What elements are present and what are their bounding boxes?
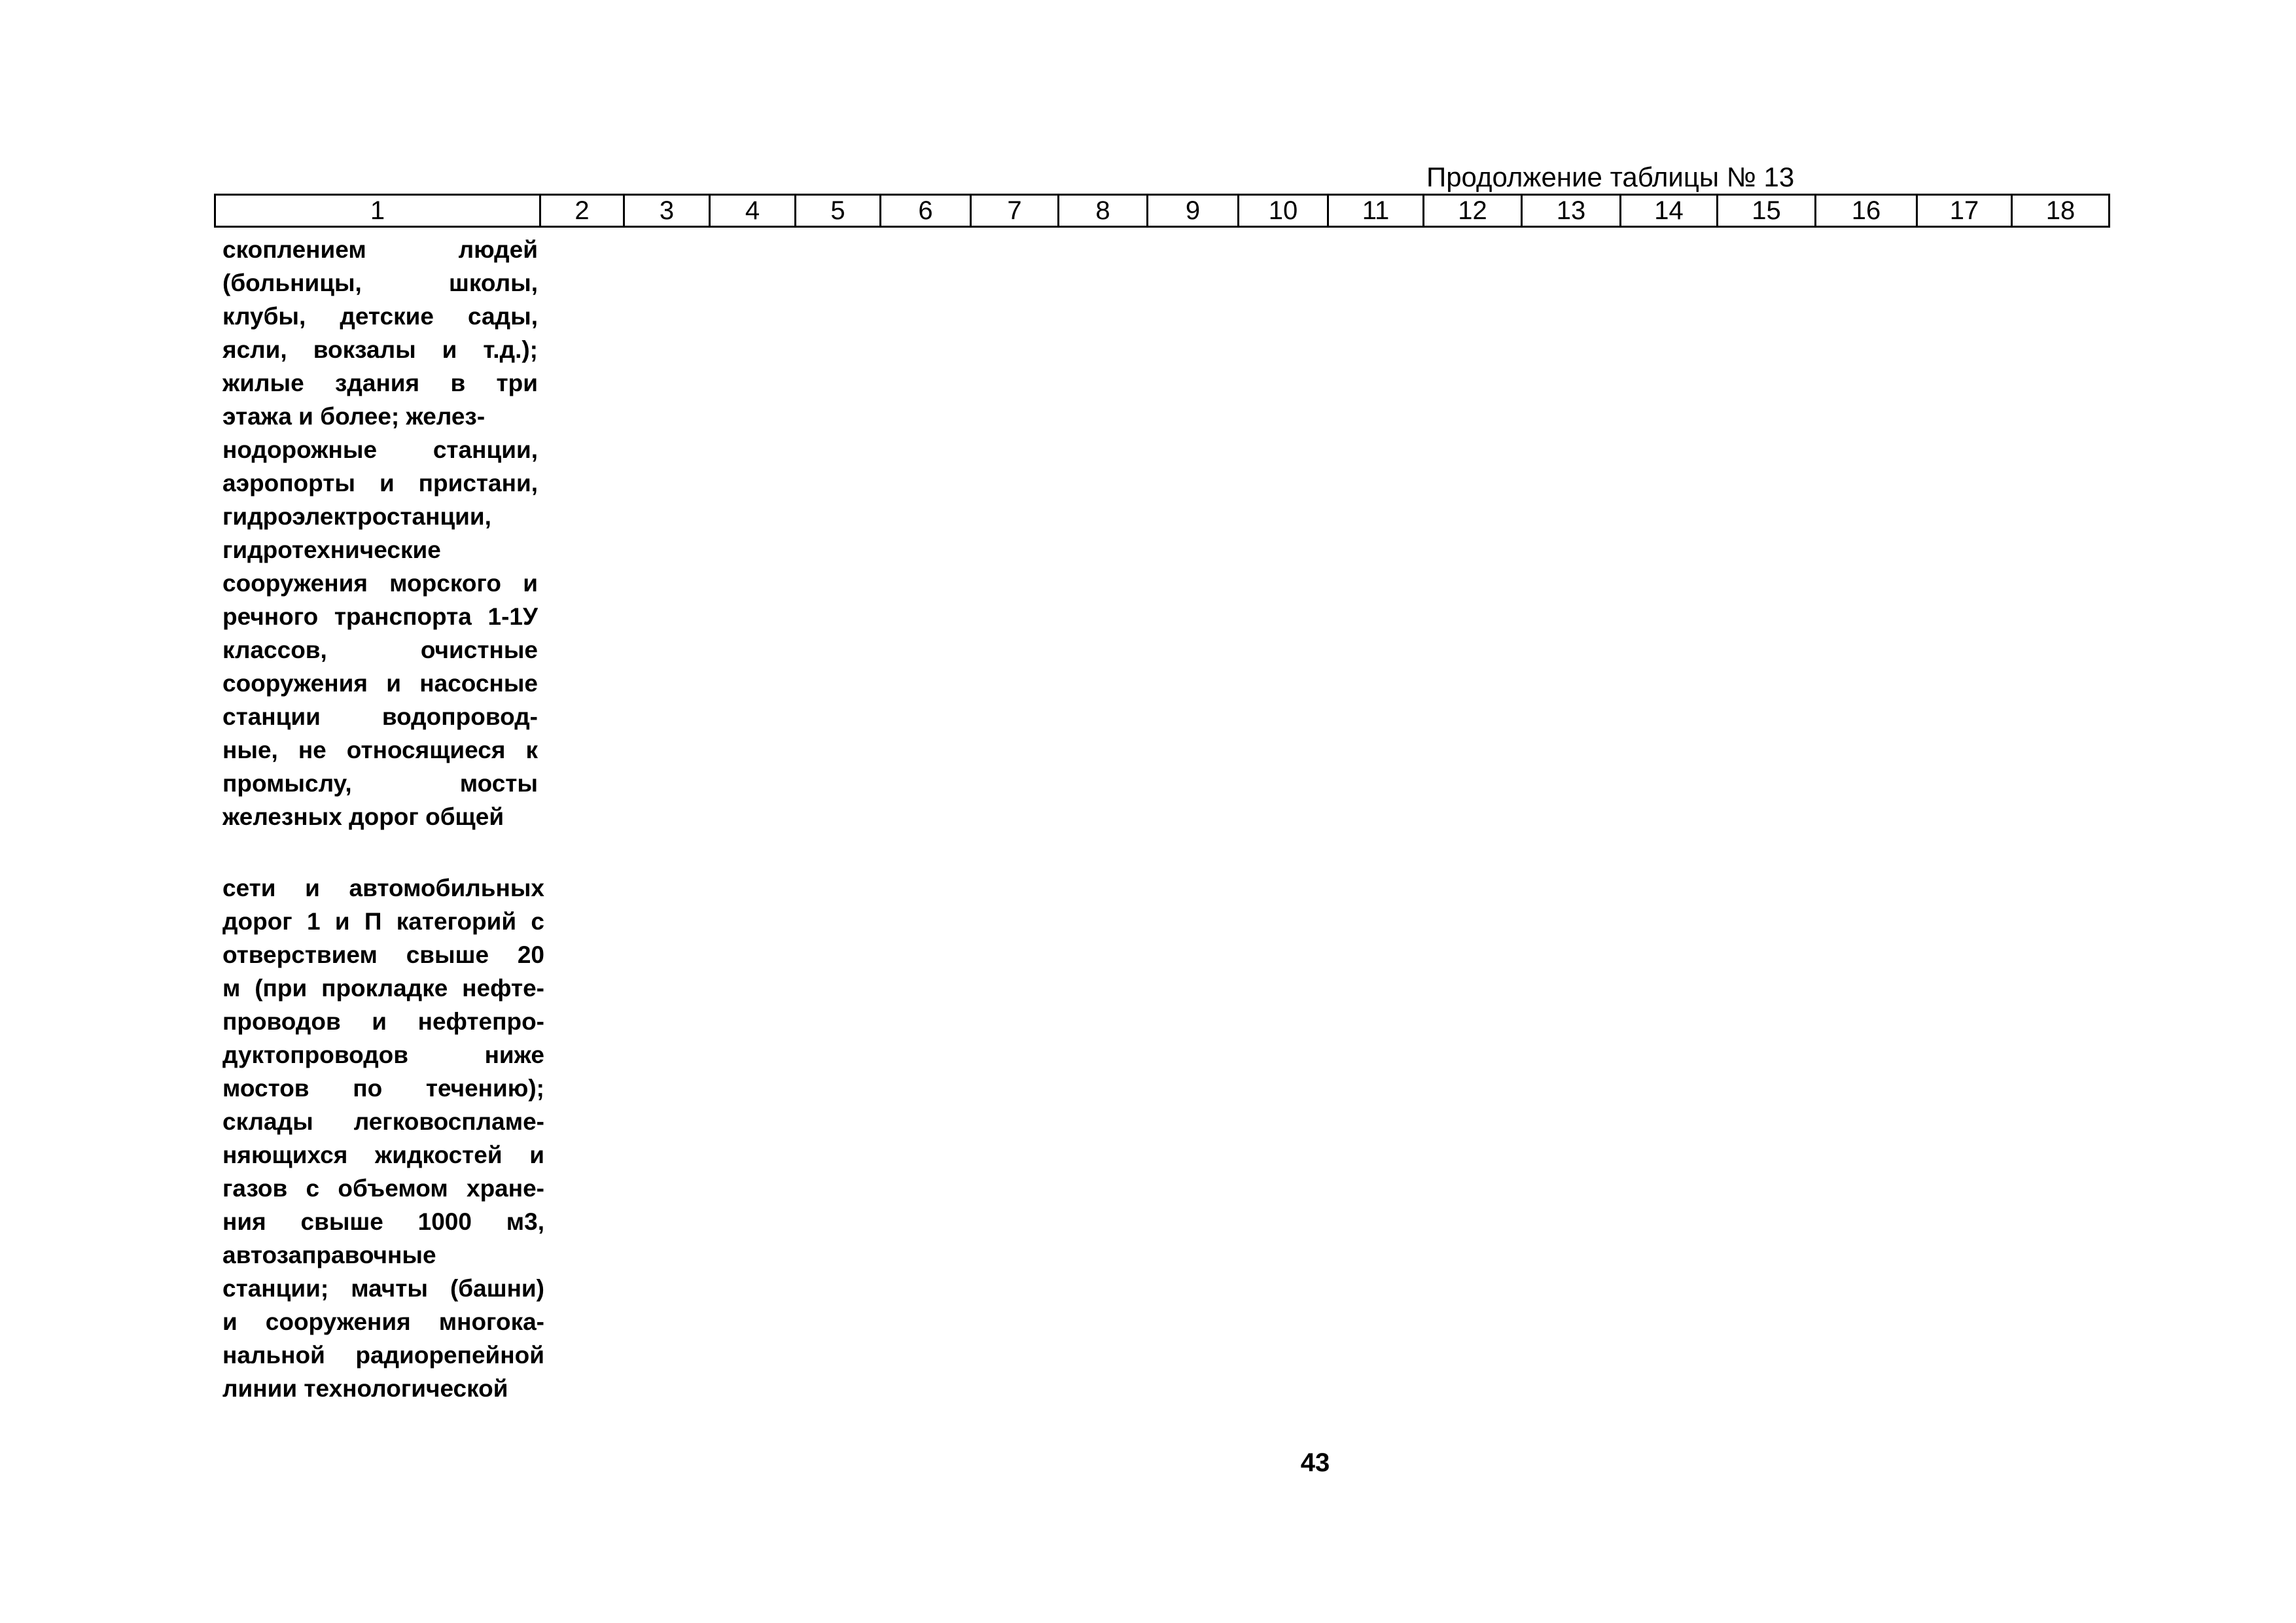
text-line: железных дорог общей: [222, 803, 504, 830]
text-line: дуктопроводов ниже: [222, 1041, 544, 1068]
text-line: нодорожные станции,: [222, 436, 538, 463]
text-line: нальной радиорепейной: [222, 1342, 544, 1369]
text-line: склады легковоспламе-: [222, 1108, 544, 1135]
column-1-text-part-2: [222, 871, 544, 1405]
text-line: классов, очистные: [222, 637, 538, 663]
column-header-cell: 4: [710, 195, 796, 227]
text-line: дорог 1 и П категорий с: [222, 908, 544, 935]
column-header-cell: 11: [1328, 195, 1424, 227]
column-header-cell: 1: [215, 195, 540, 227]
header-row: [215, 195, 2110, 227]
column-header-cell: 9: [1148, 195, 1239, 227]
column-header-cell: 18: [2012, 195, 2110, 227]
text-line: промыслу, мосты: [222, 770, 538, 797]
column-header-cell: 14: [1621, 195, 1718, 227]
column-header-cell: 15: [1718, 195, 1816, 227]
text-line: этажа и более; желез-: [222, 403, 486, 430]
text-line: речного транспорта 1-1У: [222, 603, 538, 630]
text-line: клубы, детские сады,: [222, 303, 538, 330]
text-line: мостов по течению);: [222, 1075, 544, 1102]
text-line: сооружения и насосные: [222, 670, 538, 697]
column-header-cell: 17: [1917, 195, 2012, 227]
text-line: скоплением людей: [222, 236, 538, 263]
text-line: и сооружения многока-: [222, 1308, 544, 1335]
text-line: сети и автомобильных: [222, 875, 544, 901]
text-line: газов с объемом хране-: [222, 1175, 544, 1202]
column-header-cell: 10: [1239, 195, 1328, 227]
text-line: проводов и нефтепро-: [222, 1008, 544, 1035]
column-header-cell: 13: [1522, 195, 1621, 227]
text-line: ния свыше 1000 м3,: [222, 1208, 544, 1235]
text-line: гидроэлектростанции,: [222, 503, 491, 530]
text-line: няющихся жидкостей и: [222, 1142, 544, 1168]
text-line: (больницы, школы,: [222, 270, 538, 296]
column-1-text-part-1: [222, 233, 538, 833]
text-line: м (при прокладке нефте-: [222, 975, 544, 1002]
text-line: станции водопровод-: [222, 703, 538, 730]
text-line: линии технологической: [222, 1375, 508, 1402]
column-header-cell: 5: [796, 195, 881, 227]
text-line: ные, не относящиеся к: [222, 737, 538, 763]
text-line: аэропорты и пристани,: [222, 470, 538, 497]
column-header-cell: 16: [1816, 195, 1917, 227]
text-line: автозаправочные: [222, 1242, 436, 1268]
text-line: сооружения морского и: [222, 570, 538, 597]
text-line: станции; мачты (башни): [222, 1275, 544, 1302]
column-header-cell: 8: [1059, 195, 1148, 227]
column-number-header: [214, 194, 2110, 228]
column-header-cell: 2: [540, 195, 624, 227]
column-header-cell: 12: [1424, 195, 1522, 227]
text-line: ясли, вокзалы и т.д.);: [222, 336, 538, 363]
column-header-cell: 3: [624, 195, 710, 227]
column-header-cell: 7: [971, 195, 1059, 227]
text-line: гидротехнические: [222, 536, 441, 563]
text-line: жилые здания в три: [222, 370, 538, 396]
text-line: отверствием свыше 20: [222, 941, 544, 968]
column-header-cell: 6: [881, 195, 971, 227]
table-caption: Продолжение таблицы № 13: [1426, 162, 1795, 192]
page-number: 43: [1300, 1448, 1330, 1477]
